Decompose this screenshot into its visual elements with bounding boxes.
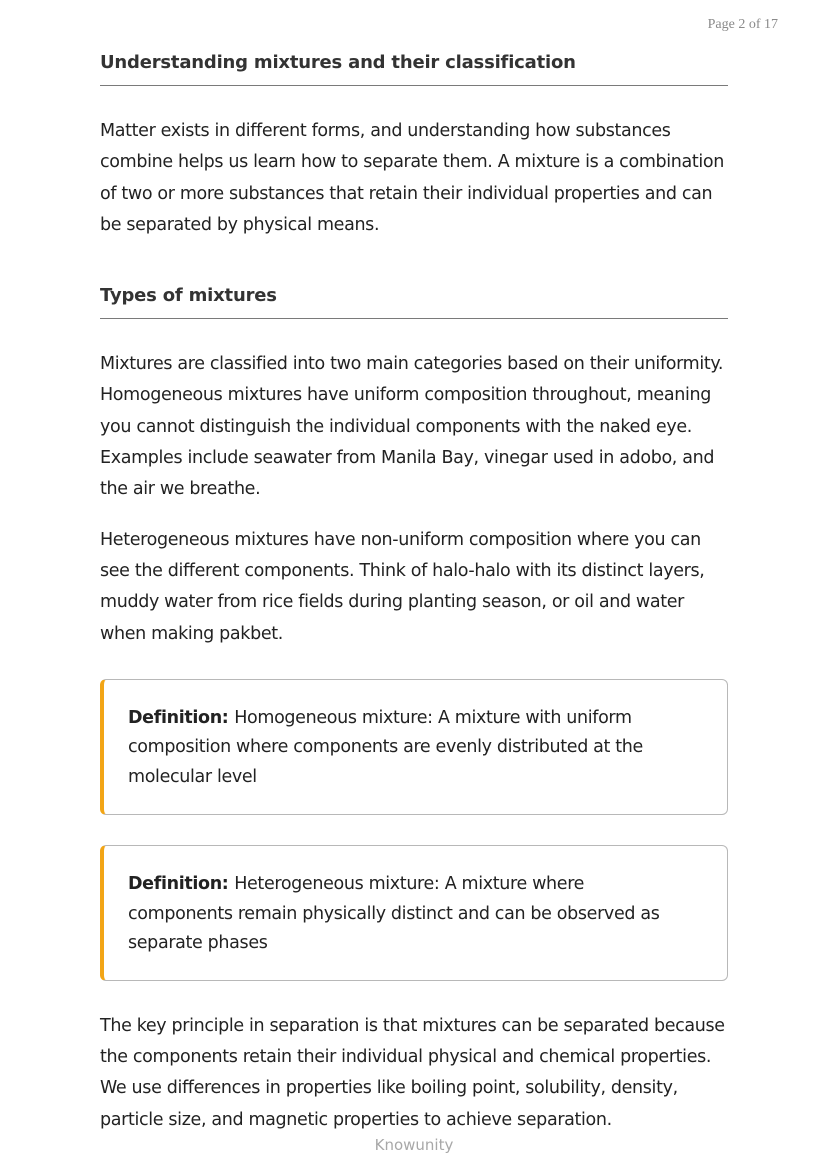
definition-label: Definition: — [128, 707, 235, 728]
heterogeneous-paragraph: Heterogeneous mixtures have non-uniform composition where you can see the different components. Think of halo-halo with its distinct layers, muddy water from rice fields during planting season, or oil and water when making pakbet. — [100, 529, 705, 644]
intro-paragraph: Matter exists in different forms, and understanding how substances combine helps us learn how to separate them. A mixture is a combination of two or more substances that retain their individual properties and can be separated by physical means. — [100, 121, 725, 235]
section-heading-types: Types of mixtures — [100, 285, 728, 319]
homogeneous-paragraph: Mixtures are classified into two main categories based on their uniformity. Homogeneous mixtures have uniform composition throughout, meaning you cannot distinguish the individual components with the naked eye. Examples include seawater from Manila Bay, vinegar used in adobo, and the air we breathe. — [100, 354, 724, 500]
definition-box-heterogeneous — [100, 845, 728, 981]
closing-paragraph: The key principle in separation is that mixtures can be separated because the components retain their individual physical and chemical properties. We use differences in properties like boiling point, solubility, density, particle size, and magnetic properties to achieve separation. — [100, 1015, 725, 1130]
page-number: Page 2 of 17 — [707, 17, 778, 32]
definition-text: Homogeneous mixture: A mixture with uniform composition where components are evenly distributed at the molecular level — [128, 707, 643, 787]
section-heading-mixtures: Understanding mixtures and their classification — [100, 52, 728, 86]
definition-box-homogeneous — [100, 679, 728, 816]
footer-brand: Knowunity — [374, 1136, 454, 1154]
definition-text: Heterogeneous mixture: A mixture where components remain physically distinct and can be observed as separate phases — [128, 874, 660, 954]
document-body — [100, 52, 728, 1136]
definition-label: Definition: — [128, 874, 235, 895]
